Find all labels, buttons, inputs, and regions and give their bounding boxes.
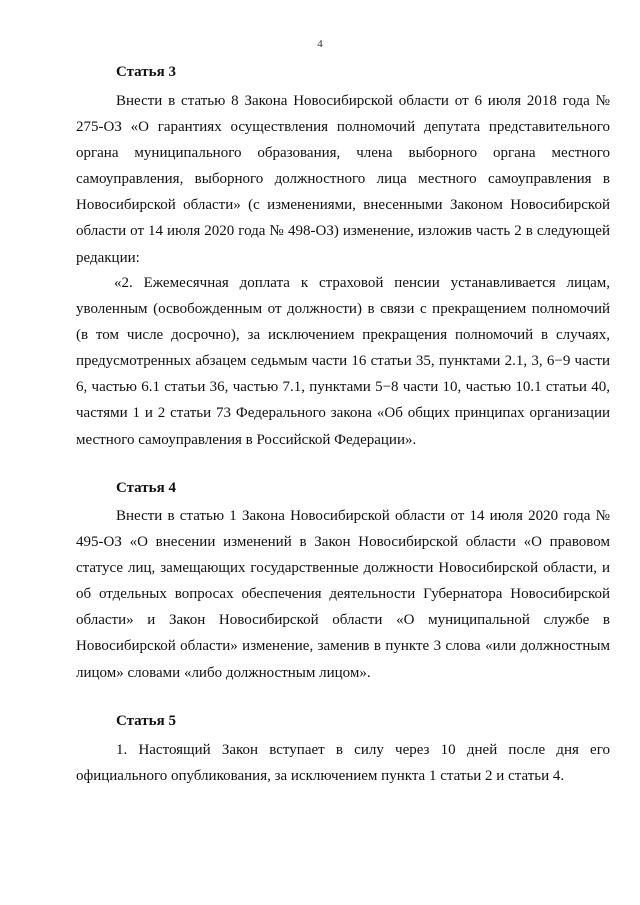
article-3-paragraph-1: Внести в статью 8 Закона Новосибирской области от 6 июля 2018 года № 275-ОЗ «О гарантиях осуществления полномочий депутата представительного органа муниципального образования, члена выборного органа местного самоуправления, выборного должностного лица местного самоуправления в Новосибирской области» (с изменениями, внесенными Законом Новосибирской области от 14 июля 2020 года № 498-ОЗ) изменение, изложив часть 2 в следующей редакции: [76, 93, 610, 266]
page-number: 4 [317, 38, 323, 50]
article-4-heading: Статья 4 [116, 480, 176, 496]
article-3-heading: Статья 3 [116, 64, 176, 80]
article-3-paragraph-2: «2. Ежемесячная доплата к страховой пенсии устанавливается лицам, уволенным (освобожденным от должности) в связи с прекращением полномочий (в том числе досрочно), за исключением прекращения полномочий в случаях, предусмотренных абзацем седьмым части 16 статьи 35, пунктами 2.1, 3, 6−9 части 6, частью 6.1 статьи 36, частью 7.1, пунктами 5−8 части 10, частью 10.1 статьи 40, частями 1 и 2 статьи 73 Федерального закона «Об общих принципах организации местного самоуправления в Российской Федерации». [76, 275, 610, 448]
article-5-paragraph-1: 1. Настоящий Закон вступает в силу через 10 дней после дня его официального опубликования, за исключением пункта 1 статьи 2 и статьи 4. [76, 742, 610, 785]
article-4-paragraph-1: Внести в статью 1 Закона Новосибирской области от 14 июля 2020 года № 495-ОЗ «О внесении изменений в Закон Новосибирской области «О правовом статусе лиц, замещающих государственные должности Новосибирской области, и об отдельных вопросах обеспечения деятельности Губернатора Новосибирской области» и Закон Новосибирской области «О муниципальной службе в Новосибирской области» изменение, заменив в пункте 3 слова «или должностным лицом» словами «либо должностным лицом». [76, 508, 610, 681]
article-5-heading: Статья 5 [116, 713, 176, 729]
